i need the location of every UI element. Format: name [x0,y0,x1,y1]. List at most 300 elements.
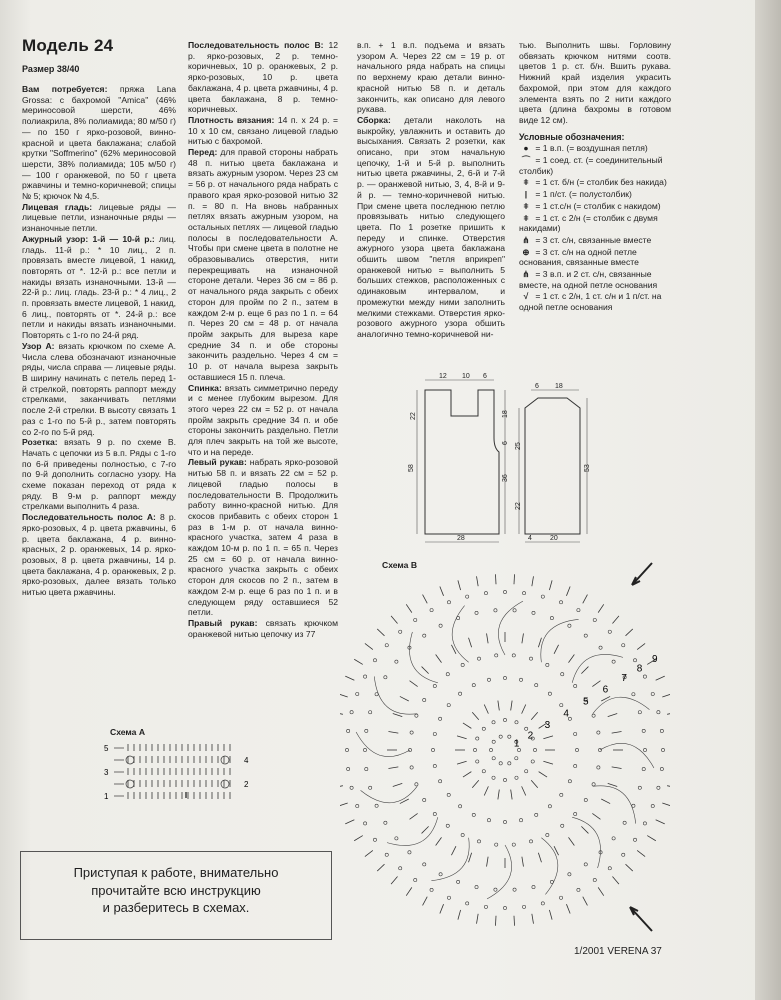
scheme-b-chain [369,711,372,714]
scheme-b-chain [459,692,462,695]
scheme-b-stitch [457,736,467,739]
paragraph-lead: Узор А: [22,340,55,351]
paragraph-text: 12 р. ярко-розовых, 2 р. темно-коричневых, 10 р. оранжевых, 2 р. ярко-розовых, 10 р. цвета баклажана, 4 р. цвета ржавчины, 4 р. цвета баклажана, 8 р. темно-коричневых. [188,40,338,115]
scheme-b-chain [430,888,433,891]
scheme-b-stitch [463,723,471,728]
scheme-a-label: Схема А [110,727,146,737]
scheme-b-arc [541,838,557,895]
scheme-b-chain [373,659,376,662]
scheme-b-arc [600,743,654,768]
sleeve-bottom-a-label: 4 [528,535,532,542]
scheme-b-stitch [354,659,363,664]
scheme-b-arc [452,606,468,663]
scheme-b-stitch [400,799,409,804]
paragraph-lead: Плотность вязания: [188,114,275,125]
scheme-b-start-arrow [632,563,652,585]
scheme-b-stitch [458,910,461,920]
sleeve-top-a-label: 6 [535,383,539,390]
scheme-b-rosette-chart [340,555,670,945]
scheme-b-stitch [422,667,429,674]
scheme-b-stitch [612,732,622,734]
scheme-b-stitch [626,629,633,636]
scheme-b-chain [519,678,522,681]
scheme-b-chain [447,793,450,796]
scheme-b-chain [461,663,464,666]
scheme-b-stitch [601,696,610,701]
scheme-b-chain [541,595,544,598]
instruction-notice [20,851,332,940]
scheme-b-stitch [637,643,645,649]
scheme-b-chain [472,684,475,687]
scheme-b-stitch [469,638,472,648]
paragraph-lead: Последовательность полос В: [188,40,324,50]
scheme-b-chain [439,717,442,720]
scheme-b-chain [535,813,538,816]
scheme-b-chain [535,684,538,687]
scheme-b-chain [548,692,551,695]
scheme-b-stitch [662,803,670,806]
paragraph-lead: Лицевая гладь: [22,201,93,212]
scheme-b-stitch [566,904,570,913]
scheme-b-chain [592,783,595,786]
scheme-b-chain [499,762,502,765]
scheme-b-chain [477,657,480,660]
scheme-b-stitch [522,633,524,643]
sleeve-top-b-label: 18 [555,383,563,390]
paragraph-text: пряжа Lana Grossa: с бахромой "Amica" (46% мериносовой шерсти, 46% полиакрила, 8% полиамида; 80 м/50 г) — по 150 г ярко-розовой, винно-красной и цвета баклажана; слабой крутки "Soffmerino" (62% мериносовой шерсти, 38% полиамида; 105 м/50 г) — 100 г оранжевой, по 50 г цвета ржавчины и темно-коричневой; спицы № 5; крючок № 4,5. [22,84,176,202]
col4-paragraph [519,40,671,126]
paragraph-lead: Сборка: [357,114,391,125]
front-h4-label: 18 [502,410,509,418]
scheme-b-chain [472,813,475,816]
scheme-b-chain [574,684,577,687]
scheme-b-stitch [667,786,670,788]
scheme-b-arc [356,732,410,757]
scheme-b-chain [660,729,663,732]
scheme-b-stitch [477,576,479,586]
scheme-b-row-label: 1 [513,738,520,750]
legend-symbol-icon: √ [523,291,529,302]
scheme-a-row-label: 1 [104,792,109,800]
scheme-b-chain [439,873,442,876]
scheme-b-chain [430,608,433,611]
legend-symbol-icon: ⌒ [521,155,531,166]
scheme-b-chain [512,843,515,846]
scheme-b-stitch [522,786,526,795]
scheme-b-chain [475,611,478,614]
scheme-b-chain [522,592,525,595]
scheme-b-chain [559,896,562,899]
scheme-b-chain [503,590,506,593]
scheme-b-chain [593,618,596,621]
scheme-b-chain [408,851,411,854]
legend-symbol-icon: ǂ [523,177,529,188]
scheme-b-stitch [522,857,524,867]
scheme-b-stitch [391,877,397,885]
scheme-a-cluster [221,756,229,764]
notice-line-2: прочитайте всю инструкцию [91,882,261,898]
scheme-b-arc [593,786,636,824]
paragraph-lead: Перед: [188,147,218,158]
scheme-b-chain [522,905,525,908]
scheme-b-chain [513,888,516,891]
legend-text: = 1 ст.с/н (= столбик с накидом) [533,200,661,211]
scheme-b-chain [384,821,387,824]
scheme-b-chain [622,644,625,647]
scheme-b-chain [410,731,413,734]
scheme-b-stitch [539,772,547,777]
scheme-b-stitch [549,910,552,920]
scheme-b-chain [642,767,645,770]
scheme-b-chain [492,740,495,743]
scheme-b-chain [482,727,485,730]
scheme-b-chain [473,748,476,751]
scheme-b-stitch [340,803,348,806]
scheme-b-chain [433,684,436,687]
scheme-b-chain [560,793,563,796]
sleeve-bottom-b-label: 20 [550,535,558,542]
scheme-a-cluster [221,780,229,788]
col1-paragraph [22,341,176,437]
scheme-b-chain [494,888,497,891]
legend-symbol-icon: ⋔ [522,234,530,245]
scheme-b-stitch [608,783,618,786]
scheme-b-stitch [583,595,588,604]
scheme-b-chain [503,820,506,823]
scheme-b-chain [612,660,615,663]
scheme-b-chain [476,760,479,763]
scheme-b-row-label: 5 [582,696,589,708]
scheme-b-stitch [365,850,373,856]
scheme-b-chain [385,644,388,647]
scheme-b-chain [643,748,646,751]
size-label: Размер 38/40 [22,64,80,74]
legend-item [519,177,671,188]
legend-symbol-icon: ⋔ [522,269,530,280]
front-mid-label: 10 [462,373,470,380]
scheme-b-arc [409,632,437,683]
scheme-b-stitch [511,701,512,711]
scheme-b-stitch [592,813,600,819]
scheme-b-chain [363,748,366,751]
scheme-b-chain [475,885,478,888]
scheme-b-chain [356,804,359,807]
scheme-b-stitch [345,820,354,824]
scheme-b-chain [568,624,571,627]
legend-item [519,143,671,154]
scheme-b-chain [484,905,487,908]
scheme-b-stitch [656,676,665,680]
paragraph-text: 14 п. х 24 р. = 10 х 10 см, связано лицевой гладью нитью с бахромой. [188,114,338,147]
notice-line-1: Приступая к работе, внимательно [73,865,279,880]
scheme-b-stitch [458,580,461,590]
scheme-b-row-label: 4 [563,708,569,720]
front-h3-label: 36 [502,474,509,482]
paragraph-lead: Левый рукав: [188,457,247,468]
legend-text: = 1 соед. ст. (= соединительный столбик) [519,155,663,176]
scheme-a-cluster [126,780,134,788]
scheme-b-chain [638,711,641,714]
paragraph-lead: Ажурный узор: 1-й — 10-й р.: [22,233,155,244]
col3-paragraph [357,40,505,115]
scheme-b-row-label: 9 [652,654,658,666]
scheme-b-stitch [340,786,343,788]
scheme-b-chain [512,654,515,657]
legend-text: = 1 ст. с 2/н (= столбик с двумя накидами) [519,212,658,234]
front-h1-label: 22 [410,412,417,420]
scheme-b-stitch [391,616,397,624]
scheme-b-stitch [543,761,553,764]
scheme-b-chain [657,711,660,714]
scheme-b-chain [431,748,434,751]
scheme-b-stitch [472,712,479,720]
scheme-b-chain [593,878,596,881]
text-column-1 [22,84,176,598]
scheme-b-chain [519,819,522,822]
scheme-b-chain [375,804,378,807]
scheme-b-chain [651,692,654,695]
scheme-b-chain [489,748,492,751]
scheme-b-stitch [365,643,373,649]
paragraph-text: лиц. гладь. 11-й р.: * 10 лиц., 2 п. провязать вместе лицевой, 1 накид, повторять от *. 12-й р.: все петли и накиды вязать изнаночными. 13-й — 22-й р.: лиц. гладь. 23-й р.: * 4 лиц., 2 п. провязать вместе лицевой, 1 накид, 6 лиц., повторять от *. 24-й р.: все петли и накиды вязать изнаночными. Повторять с 1-го по 24-й ряд. [22,233,176,341]
paragraph-lead: Спинка: [188,382,222,393]
legend [519,132,671,313]
scheme-b-chain [643,822,646,825]
scheme-b-chain [482,770,485,773]
scheme-b-stitch [340,712,343,714]
paragraph-lead: Правый рукав: [188,617,258,628]
scheme-b-arc [541,619,579,662]
scheme-b-stitch [487,857,489,867]
scheme-b-chain [345,748,348,751]
scheme-b-chain [415,783,418,786]
scheme-b-chain [533,748,536,751]
scheme-b-chain [568,780,571,783]
front-bottom-label: 28 [457,535,465,542]
scheme-b-chain [384,676,387,679]
scheme-b-chain [608,630,611,633]
scheme-b-stitch [598,887,604,895]
scheme-a-cluster [126,756,134,764]
scheme-b-chain [446,824,449,827]
scheme-b-stitch [626,864,633,871]
scheme-b-chain [532,611,535,614]
scheme-b-chain [525,770,528,773]
scheme-b-chain [584,798,587,801]
scheme-b-chain [439,624,442,627]
scheme-b-stitch [608,714,618,717]
scheme-b-chain [599,646,602,649]
legend-item [519,189,671,200]
scheme-b-chain [415,714,418,717]
scheme-b-stitch [531,780,538,788]
scheme-b-chain [546,663,549,666]
scheme-b-end-arrow [630,907,652,931]
scheme-b-stitch [612,767,622,769]
scheme-b-chain [487,678,490,681]
scheme-b-chain [561,673,564,676]
scheme-b-stitch [514,916,515,926]
scheme-b-chain [561,824,564,827]
scheme-b-stitch [406,887,412,895]
scheme-b-stitch [451,645,456,654]
scheme-b-chain [529,657,532,660]
scheme-b-stitch [354,836,363,841]
legend-text: = 3 ст. с/н на одной петле основания, связанные вместе [519,246,639,268]
scheme-b-stitch [393,714,403,717]
scheme-b-chain [503,718,506,721]
scheme-b-chain [546,833,549,836]
scheme-b-stitch [340,694,348,697]
scheme-b-chain [661,748,664,751]
scheme-b-chain [395,837,398,840]
scheme-b-stitch [422,826,429,833]
scheme-b-chain [484,592,487,595]
scheme-b-stitch [532,576,534,586]
legend-symbol-icon: ⊕ [522,246,530,257]
scheme-b-chain [548,805,551,808]
scheme-b-stitch [511,790,512,800]
scheme-b-chain [529,840,532,843]
legend-item [519,235,671,246]
scheme-b-chain [347,767,350,770]
scheme-b-stitch [549,580,552,590]
scheme-b-chain [660,767,663,770]
scheme-b-stitch [656,820,665,824]
legend-text: = 1 ст. с 2/н, 1 ст. с/н и 1 п/ст. на одной петле основания [519,291,662,313]
scheme-b-chain [632,804,635,807]
scheme-b-chain [477,840,480,843]
legend-text: = 3 в.п. и 2 ст. с/н, связанные вместе, на одной петле основания [519,269,658,290]
scheme-b-chain [513,609,516,612]
scheme-b-chain [515,757,518,760]
scheme-b-chain [577,608,580,611]
scheme-b-stitch [440,904,444,913]
scheme-b-chain [414,878,417,881]
scheme-b-stitch [436,655,442,663]
front-right-label: 6 [483,373,487,380]
scheme-b-chain [365,767,368,770]
scheme-a-row-label: 4 [244,756,249,765]
paragraph-text: детали наколоть на выкройку, увлажнить и оставить до высыхания. Связать 2 розетки, как описано, при этом начальную цепочку, 1-й и 5-й р. выполнить нитью цвета ржавчины, 2, 6-й и 7-й р. — оранжевой нитью, 3, 4, 8-й и 9-й р. — темно-коричневой нитью. При смене цвета последнюю петлю провязывать нитью следующего цвета. По 1 розетке пришить к переду и спинке. Отверстия ажурного узора цвета баклажана обшить швом "петля вприкреп" оранжевой нитью = выполнить 5 больших стежков, расположенных с одинаковым интервалом, и промежутки между ними заполнить мелкими стежками. Отверстия ярко-розового ажурного узора обшить аналогично темно-коричневой ни- [357,114,505,339]
scheme-b-chain [608,867,611,870]
scheme-b-chain [459,805,462,808]
paragraph-text: тью. Выполнить швы. Горловину обвязать крючком нитями соотв. цветов 1 р. ст. б/н. Вшить рукава. Нижний край изделия украсить бахромой, при этом для каждого элемента взять по 2 нити каждого цвета (длина бахромы в готовом виде 12 см). [519,40,671,125]
scheme-b-stitch [667,712,670,714]
col1-paragraph [22,84,176,202]
scheme-b-chain [423,698,426,701]
scheme-b-chain [495,843,498,846]
scheme-b-stitch [487,633,489,643]
col2-paragraph [188,147,338,382]
scheme-b-chain [515,721,518,724]
scheme-b-chain [466,902,469,905]
scheme-b-chain [350,711,353,714]
scheme-b-chain [447,896,450,899]
sleeve-h1-label: 25 [515,442,522,450]
scheme-a-row-label: 2 [244,780,249,789]
col1-paragraph [22,202,176,234]
scheme-b-chain [574,764,577,767]
scheme-b-chain [365,729,368,732]
scheme-b-row-label: 3 [544,719,551,731]
scheme-b-stitch [388,767,398,769]
scheme-b-stitch [532,914,534,924]
scheme-b-stitch [463,772,471,777]
scheme-b-stitch [581,667,588,674]
scheme-b-stitch [498,790,499,800]
notice-line-3: и разберитесь в схемах. [102,900,250,915]
scheme-b-chain [492,721,495,724]
paragraph-text: вязать симметрично переду и с менее глубоким вырезом. Для этого через 22 см = 52 р. от начала пройм закрыть средние 34 п. и обе стороны закончить раздельно. Петли для плеч закрыть на той же высоте, что и на переде. [188,382,338,457]
scheme-b-chain [503,778,506,781]
scheme-b-stitch [484,786,488,795]
scheme-b-chain [574,732,577,735]
col3-paragraph [357,115,505,340]
scheme-b-stitch [495,574,496,584]
scheme-b-stitch [554,645,559,654]
scheme-b-stitch [601,799,610,804]
col1-paragraph [22,234,176,341]
scheme-b-row-label: 7 [621,672,627,684]
scheme-b-chain [503,676,506,679]
scheme-b-chain [457,880,460,883]
scheme-b-arc [387,817,438,845]
col1-paragraph [22,512,176,598]
scheme-b-chain [495,654,498,657]
scheme-b-chain [508,735,511,738]
paragraph-text: вязать 9 р. по схеме В. Начать с цепочки из 5 в.п. Ряды с 1-го по 6-й приведены полностью, с 7-го по 9-й дополнить согласно узору. На схеме показан переход от ряда к ряду. В 9-м р. раппорт между стрелками выполнить 4 раза. [22,437,176,512]
scheme-b-stitch [469,853,472,863]
scheme-b-chain [433,732,436,735]
scheme-b-stitch [612,877,618,885]
scheme-b-stitch [400,696,409,701]
legend-symbol-icon: ● [523,143,529,154]
scheme-b-chain [633,659,636,662]
scheme-b-chain [612,837,615,840]
paragraph-lead: Вам потребуется: [22,84,108,94]
paragraph-lead: Розетка: [22,437,58,448]
scheme-b-row-label: 8 [636,663,643,675]
scheme-b-stitch [406,604,412,612]
page-edge [755,0,781,1000]
legend-item [519,291,671,312]
scheme-b-stitch [495,916,496,926]
legend-text: = 1 п/ст. (= полустолбик) [533,189,632,200]
paragraph-text: лицевые ряды — лицевые петли, изнаночные ряды — изнаночные петли. [22,201,176,234]
scheme-b-stitch [598,604,604,612]
scheme-b-chain [492,757,495,760]
page-footer: 1/2001 VERENA 37 [574,946,662,957]
legend-item [519,213,671,234]
scheme-b-stitch [377,864,384,871]
scheme-b-chain [433,812,436,815]
scheme-b-stitch [637,850,645,856]
legend-item [519,201,671,212]
scheme-b-chain [347,729,350,732]
legend-symbol-icon: | [524,189,528,200]
scheme-b-chain [399,867,402,870]
scheme-b-stitch [538,853,541,863]
col1-paragraph [22,437,176,512]
scheme-b-chain [651,804,654,807]
scheme-b-chain [423,863,426,866]
scheme-b-chain [492,776,495,779]
scheme-b-chain [363,675,366,678]
scheme-b-chain [350,786,353,789]
scheme-b-stitch [543,736,553,739]
paragraph-text: связать крючком оранжевой нитью цепочку из 77 [188,617,338,639]
